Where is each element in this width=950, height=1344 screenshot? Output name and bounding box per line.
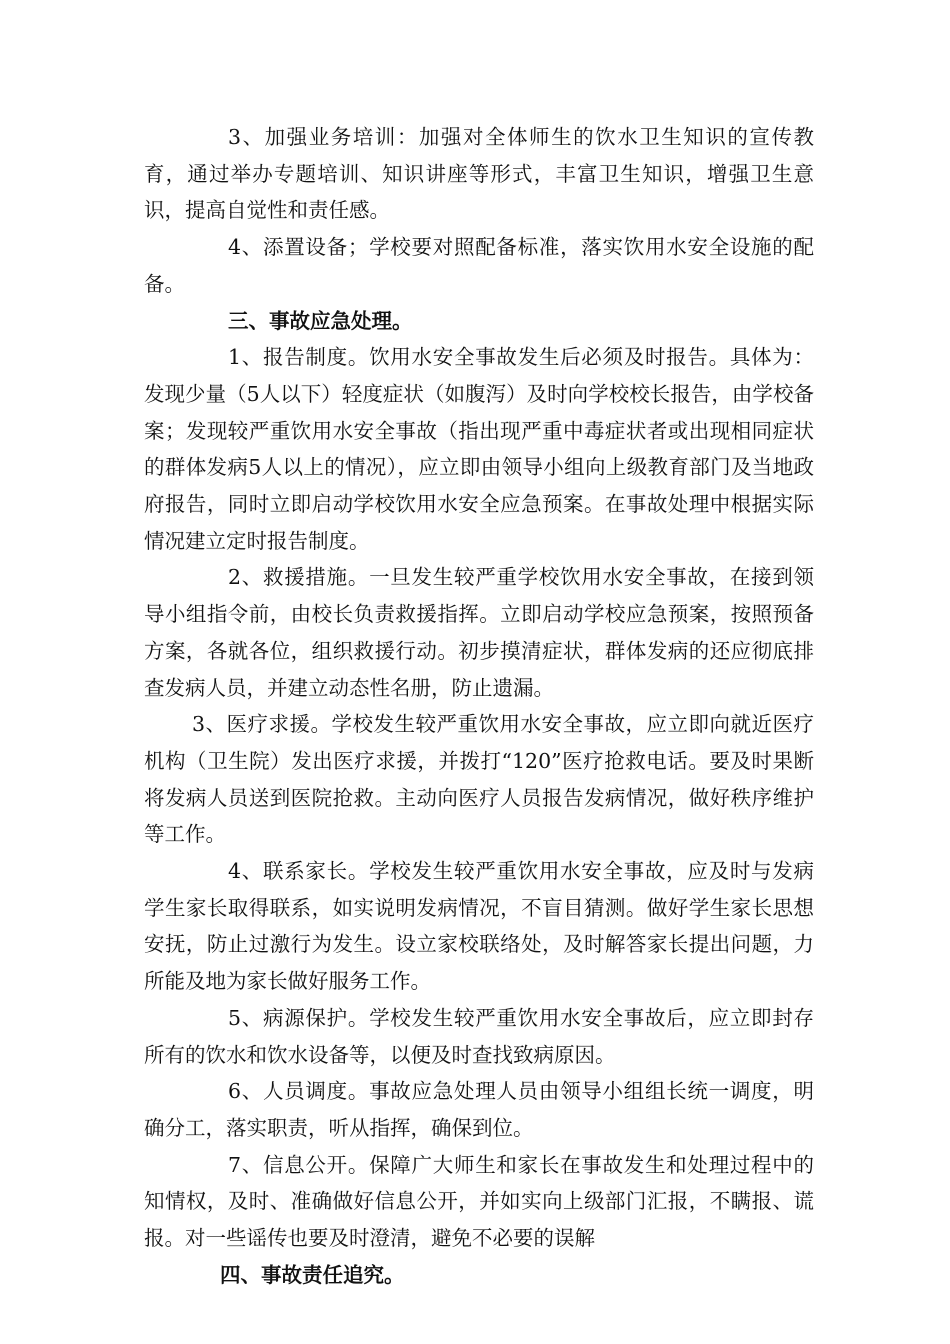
document-body — [144, 119, 814, 1294]
paragraph-staff-dispatch: 6、人员调度。事故应急处理人员由领导小组组长统一调度，明确分工，落实职责，听从指挥，确保到位。 — [144, 1079, 814, 1140]
paragraph-information-disclosure: 7、信息公开。保障广大师生和家长在事故发生和处理过程中的知情权，及时、准确做好信息公开，并如实向上级部门汇报，不瞒报、谎报。对一些谣传也要及时澄清，避免不必要的误解 — [144, 1152, 814, 1251]
paragraph-report-system: 1、报告制度。饮用水安全事故发生后必须及时报告。具体为：发现少量（5人以下）轻度症状（如腹泻）及时向学校校长报告，由学校备案；发现较严重饮用水安全事故（指出现严重中毒症状者或出现相同症状的群体发病5人以上的情况），应立即由领导小组向上级教育部门及当地政府报告，同时立即启动学校饮用水安全应急预案。在事故处理中根据实际情况建立定时报告制度。 — [144, 345, 814, 553]
paragraph-medical-aid: 3、医疗求援。学校发生较严重饮用水安全事故，应立即向就近医疗机构（卫生院）发出医疗求援，并拨打“120”医疗抢救电话。要及时果断将发病人员送到医院抢救。主动向医疗人员报告发病情况，做好秩序维护等工作。 — [144, 712, 814, 847]
paragraph-rescue-measures: 2、救援措施。一旦发生较严重学校饮用水安全事故，在接到领导小组指令前，由校长负责救援指挥。立即启动学校应急预案，按照预备方案，各就各位，组织救援行动。初步摸清症状，群体发病的还应彻底排查发病人员，并建立动态性名册，防止遗漏。 — [144, 565, 814, 700]
section-heading-liability: 四、事故责任追究。 — [220, 1262, 405, 1287]
paragraph-source-protection: 5、病源保护。学校发生较严重饮用水安全事故后，应立即封存所有的饮水和饮水设备等，以便及时查找致病原因。 — [144, 1005, 814, 1067]
paragraph-equipment: 4、添置设备；学校要对照配备标准，落实饮用水安全设施的配备。 — [144, 235, 814, 296]
section-heading-emergency: 三、事故应急处理。 — [228, 308, 413, 333]
paragraph-training: 3、加强业务培训：加强对全体师生的饮水卫生知识的宣传教育，通过举办专题培训、知识讲座等形式，丰富卫生知识，增强卫生意识，提高自觉性和责任感。 — [144, 125, 814, 223]
paragraph-contact-parents: 4、联系家长。学校发生较严重饮用水安全事故，应及时与发病学生家长取得联系，如实说明发病情况，不盲目猜测。做好学生家长思想安抚，防止过激行为发生。设立家校联络处，及时解答家长提出问题，力所能及地为家长做好服务工作。 — [144, 859, 814, 994]
